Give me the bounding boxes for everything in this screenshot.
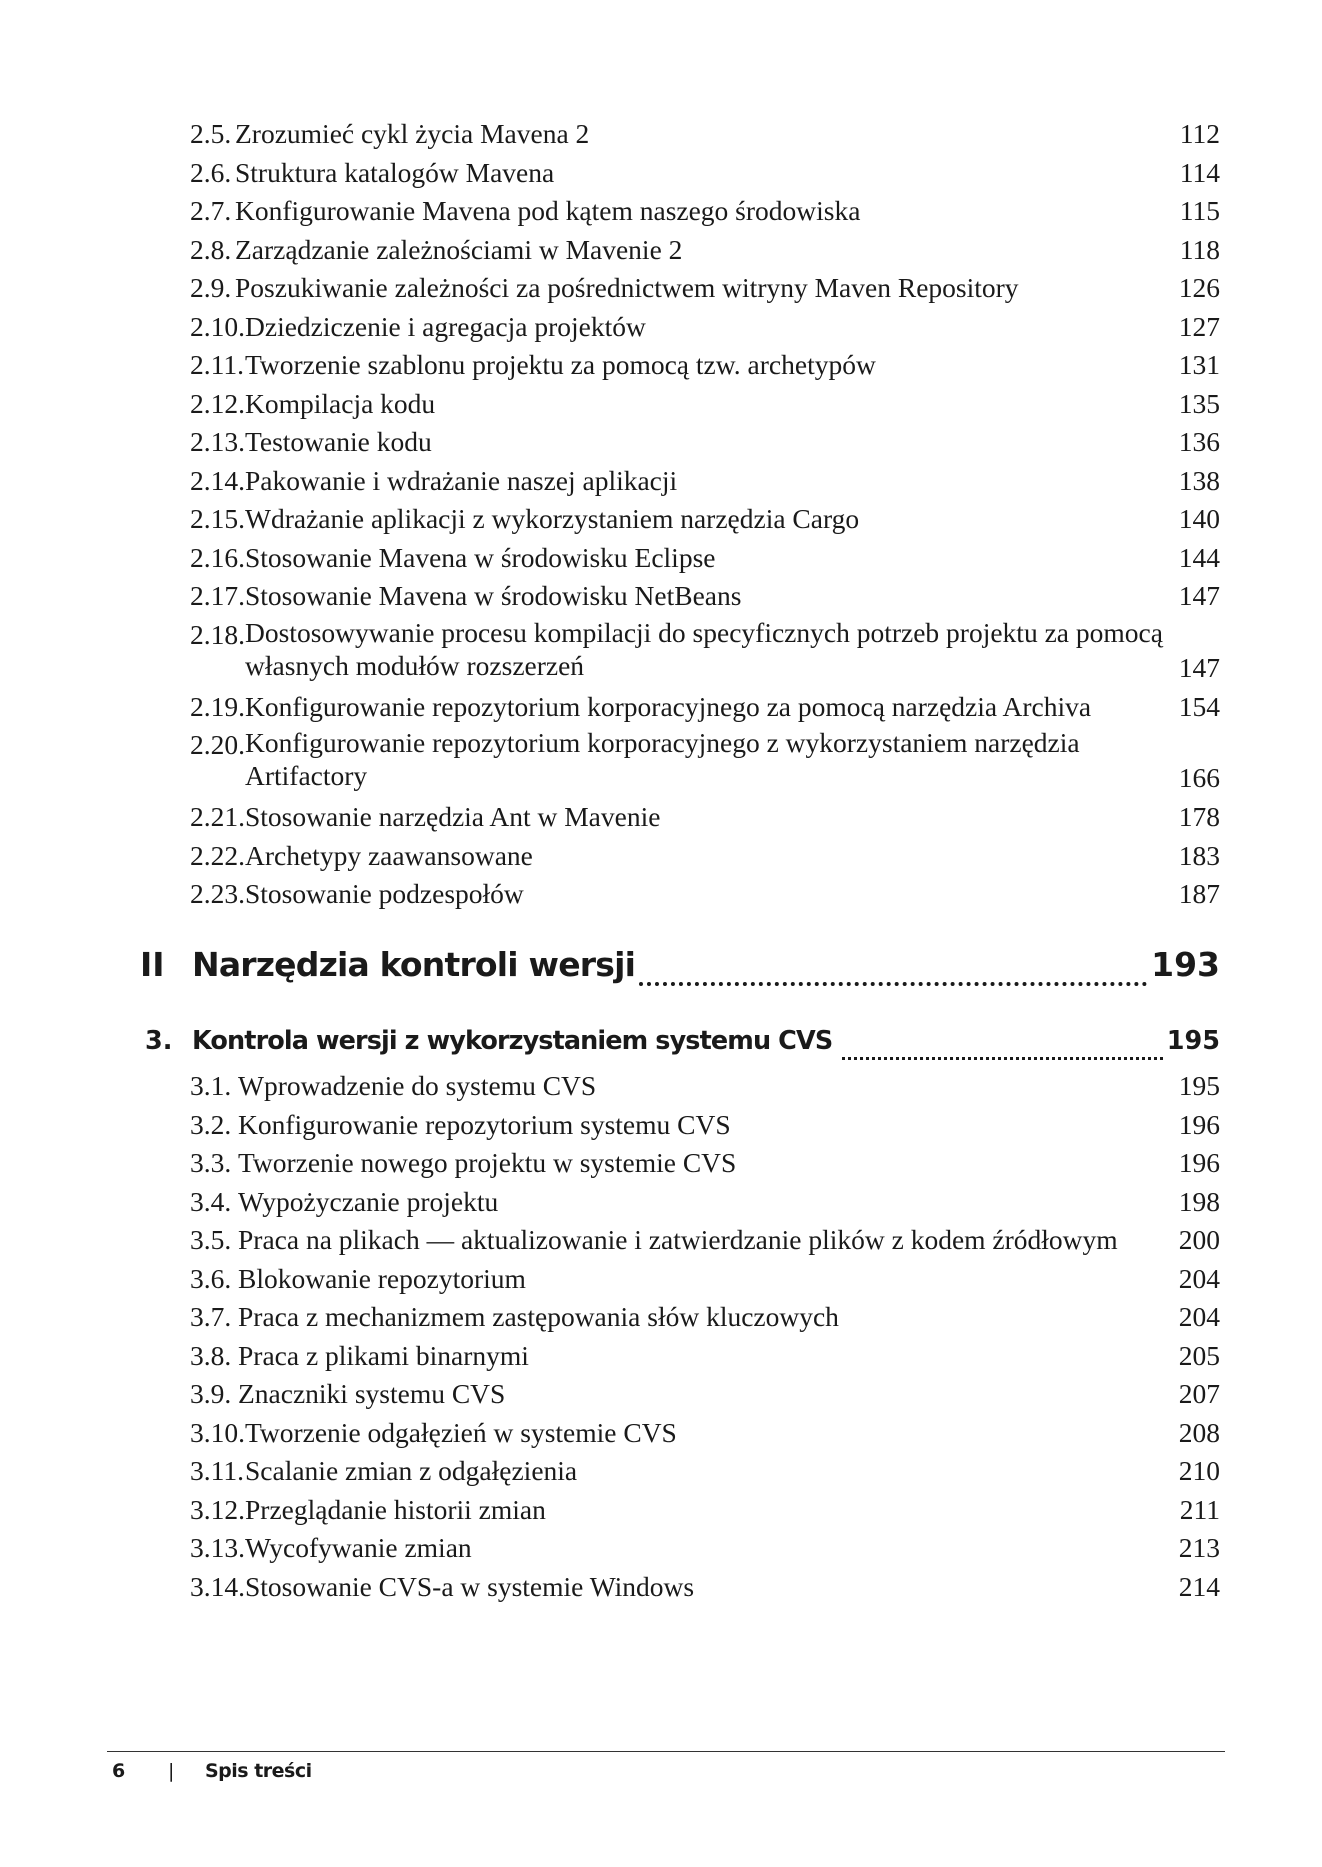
toc-entry-page-number: 196 <box>1178 1108 1220 1140</box>
page-footer <box>0 1760 1322 1790</box>
toc-entry <box>0 1452 1322 1491</box>
toc-entry <box>0 539 1322 578</box>
chapter-title: Kontrola wersji z wykorzystaniem systemu CVS <box>192 1026 833 1056</box>
toc-entry-page-number: 204 <box>1178 1301 1220 1332</box>
toc-entry-number: 2.16. <box>190 541 245 573</box>
toc-entry-number: 2.15. <box>190 503 245 534</box>
toc-entry <box>0 462 1322 501</box>
toc-entry-title: Przeglądanie historii zmian <box>245 1493 546 1525</box>
toc-entry-page-number: 127 <box>1178 310 1220 342</box>
footer-title: Spis treści <box>205 1760 312 1782</box>
chapter-page-number: 195 <box>1166 1026 1220 1056</box>
toc-entry-page-number: 118 <box>1179 233 1220 265</box>
dot-leader <box>842 1051 1162 1060</box>
toc-entry-title: Praca z plikami binarnymi <box>238 1339 529 1371</box>
toc-entry-page-number: 208 <box>1178 1416 1220 1448</box>
toc-entry <box>0 115 1322 154</box>
toc-entry-page-number: 114 <box>1179 156 1220 188</box>
toc-entry <box>0 798 1322 837</box>
toc-entry <box>0 1375 1322 1414</box>
toc-entry-title: Dostosowywanie procesu kompilacji do specyficznych potrzeb projektu za pomocą własnych modułów rozszerzeń <box>245 616 1163 681</box>
toc-entry <box>0 1067 1322 1106</box>
toc-entry-number: 3.7. <box>190 1301 232 1332</box>
toc-entry-title: Stosowanie narzędzia Ant w Mavenie <box>245 801 661 832</box>
toc-entry-number: 3.10. <box>190 1416 245 1448</box>
toc-entry-number: 3.5. <box>190 1224 232 1255</box>
toc-entry-number: 3.8. <box>190 1339 232 1371</box>
toc-entry <box>0 577 1322 616</box>
toc-entry <box>0 269 1322 308</box>
toc-entry-page-number: 136 <box>1178 426 1220 457</box>
toc-entry-number: 2.22. <box>190 839 245 871</box>
toc-entry-title: Zarządzanie zależnościami w Mavenie 2 <box>235 233 683 265</box>
toc-entry <box>0 1414 1322 1453</box>
toc-entry <box>0 423 1322 462</box>
toc-entry-title: Stosowanie Mavena w środowisku Eclipse <box>245 541 716 573</box>
toc-entry-number: 3.3. <box>190 1147 232 1178</box>
toc-list-chapter-3 <box>0 1067 1322 1606</box>
toc-entry <box>0 1298 1322 1337</box>
toc-entry-page-number: 195 <box>1178 1070 1220 1101</box>
toc-entry <box>0 231 1322 270</box>
toc-entry <box>0 1491 1322 1530</box>
toc-entry-page-number: 198 <box>1178 1185 1220 1217</box>
toc-entry-number: 3.2. <box>190 1108 232 1140</box>
toc-entry <box>0 726 1322 798</box>
toc-entry-title: Poszukiwanie zależności za pośrednictwem witryny Maven Repository <box>235 272 1019 303</box>
toc-entry-page-number: 147 <box>1178 580 1220 611</box>
toc-entry-title: Pakowanie i wdrażanie naszej aplikacji <box>245 464 678 496</box>
toc-entry <box>0 1183 1322 1222</box>
toc-entry-number: 2.19. <box>190 690 245 722</box>
toc-entry-title: Stosowanie Mavena w środowisku NetBeans <box>245 580 742 611</box>
toc-entry <box>0 1337 1322 1376</box>
footer-page-number: 6 <box>112 1760 126 1782</box>
toc-entry-number: 2.9. <box>190 272 232 303</box>
footer-separator: | <box>168 1760 175 1782</box>
toc-entry <box>0 1260 1322 1299</box>
chapter-number: 3. <box>145 1026 173 1056</box>
toc-entry-title: Tworzenie szablonu projektu za pomocą tzw. archetypów <box>245 349 876 380</box>
toc-entry-page-number: 210 <box>1178 1455 1220 1486</box>
toc-entry <box>0 154 1322 193</box>
toc-entry-title: Praca z mechanizmem zastępowania słów kluczowych <box>238 1301 839 1332</box>
toc-entry-page-number: 196 <box>1178 1147 1220 1178</box>
toc-entry-page-number: 166 <box>1178 762 1220 793</box>
toc-entry <box>0 1221 1322 1260</box>
toc-entry-number: 2.13. <box>190 426 245 457</box>
toc-entry <box>0 346 1322 385</box>
toc-entry-number: 2.23. <box>190 878 245 909</box>
dot-leader <box>639 976 1147 986</box>
toc-entry-number: 2.18. <box>190 618 245 650</box>
toc-entry <box>0 1529 1322 1568</box>
toc-entry <box>0 500 1322 539</box>
toc-entry-title: Stosowanie CVS-a w systemie Windows <box>245 1570 695 1602</box>
toc-entry-title: Archetypy zaawansowane <box>245 839 533 871</box>
footer-divider <box>107 1751 1225 1752</box>
toc-entry <box>0 1144 1322 1183</box>
toc-entry-title: Zrozumieć cykl życia Mavena 2 <box>235 118 590 149</box>
toc-entry-number: 2.12. <box>190 387 245 419</box>
toc-entry-page-number: 154 <box>1178 690 1220 722</box>
toc-entry-number: 2.6. <box>190 156 232 188</box>
toc-entry-title: Konfigurowanie Mavena pod kątem naszego środowiska <box>235 195 861 226</box>
chapter-heading <box>145 1026 1220 1066</box>
toc-entry <box>0 1568 1322 1607</box>
toc-entry-page-number: 126 <box>1178 272 1220 303</box>
toc-entry-title: Testowanie kodu <box>245 426 432 457</box>
toc-entry <box>0 688 1322 727</box>
toc-entry-title: Wdrażanie aplikacji z wykorzystaniem narzędzia Cargo <box>245 503 860 534</box>
toc-entry-number: 2.11. <box>190 349 244 380</box>
toc-entry-page-number: 131 <box>1178 349 1220 380</box>
toc-entry-number: 3.12. <box>190 1493 245 1525</box>
toc-entry-page-number: 144 <box>1178 541 1220 573</box>
toc-entry <box>0 192 1322 231</box>
toc-entry-title: Stosowanie podzespołów <box>245 878 524 909</box>
part-heading <box>140 945 1220 995</box>
toc-entry-number: 2.14. <box>190 464 245 496</box>
toc-entry-number: 3.14. <box>190 1570 245 1602</box>
toc-entry-number: 3.11. <box>190 1455 244 1486</box>
toc-entry-page-number: 187 <box>1178 878 1220 909</box>
toc-entry-page-number: 135 <box>1178 387 1220 419</box>
toc-entry-page-number: 204 <box>1178 1262 1220 1294</box>
toc-entry-title: Znaczniki systemu CVS <box>238 1378 506 1409</box>
toc-entry-page-number: 115 <box>1179 195 1220 226</box>
toc-entry-page-number: 205 <box>1178 1339 1220 1371</box>
toc-entry-title: Struktura katalogów Mavena <box>235 156 555 188</box>
toc-entry <box>0 308 1322 347</box>
toc-entry-title: Konfigurowanie repozytorium korporacyjnego za pomocą narzędzia Archiva <box>245 690 1092 722</box>
toc-entry-title: Scalanie zmian z odgałęzienia <box>245 1455 578 1486</box>
toc-entry-page-number: 178 <box>1178 801 1220 832</box>
toc-entry-number: 2.8. <box>190 233 232 265</box>
toc-entry-title: Praca na plikach — aktualizowanie i zatwierdzanie plików z kodem źródłowym <box>238 1224 1118 1255</box>
toc-entry-number: 3.1. <box>190 1070 232 1101</box>
toc-entry <box>0 875 1322 914</box>
toc-entry-number: 3.9. <box>190 1378 232 1409</box>
toc-entry-page-number: 112 <box>1179 118 1220 149</box>
toc-entry-title: Dziedziczenie i agregacja projektów <box>245 310 646 342</box>
toc-entry-title: Wypożyczanie projektu <box>238 1185 499 1217</box>
toc-entry <box>0 385 1322 424</box>
toc-entry-page-number: 147 <box>1178 651 1220 683</box>
toc-entry-page-number: 213 <box>1178 1532 1220 1563</box>
toc-entry-title: Konfigurowanie repozytorium systemu CVS <box>238 1108 731 1140</box>
toc-entry <box>0 837 1322 876</box>
toc-entry-number: 2.7. <box>190 195 232 226</box>
toc-entry-number: 2.17. <box>190 580 245 611</box>
toc-entry <box>0 1106 1322 1145</box>
toc-list-chapter-2 <box>0 115 1322 914</box>
toc-entry-page-number: 200 <box>1178 1224 1220 1255</box>
toc-entry-number: 3.13. <box>190 1532 245 1563</box>
toc-entry-title: Blokowanie repozytorium <box>238 1262 526 1294</box>
part-title: Narzędzia kontroli wersji <box>192 945 636 984</box>
toc-entry-number: 2.20. <box>190 729 245 760</box>
toc-entry-title: Wprowadzenie do systemu CVS <box>238 1070 597 1101</box>
toc-entry-title: Tworzenie odgałęzień w systemie CVS <box>245 1416 677 1448</box>
toc-entry-number: 2.10. <box>190 310 245 342</box>
toc-entry-number: 2.21. <box>190 801 245 832</box>
toc-entry-number: 3.4. <box>190 1185 232 1217</box>
toc-entry-title: Kompilacja kodu <box>245 387 436 419</box>
toc-entry-title: Wycofywanie zmian <box>245 1532 472 1563</box>
toc-entry-page-number: 214 <box>1178 1570 1220 1602</box>
toc-entry-page-number: 183 <box>1178 839 1220 871</box>
toc-entry-title: Tworzenie nowego projektu w systemie CVS <box>238 1147 737 1178</box>
toc-entry-page-number: 207 <box>1178 1378 1220 1409</box>
toc-entry-page-number: 140 <box>1178 503 1220 534</box>
part-page-number: 193 <box>1151 945 1220 984</box>
toc-entry-number: 2.5. <box>190 118 232 149</box>
part-number: II <box>140 945 165 984</box>
toc-entry-page-number: 138 <box>1178 464 1220 496</box>
toc-entry-page-number: 211 <box>1179 1493 1220 1525</box>
toc-entry <box>0 616 1322 688</box>
toc-entry-title: Konfigurowanie repozytorium korporacyjnego z wykorzystaniem narzędzia Artifactory <box>245 727 1080 791</box>
toc-entry-number: 3.6. <box>190 1262 232 1294</box>
